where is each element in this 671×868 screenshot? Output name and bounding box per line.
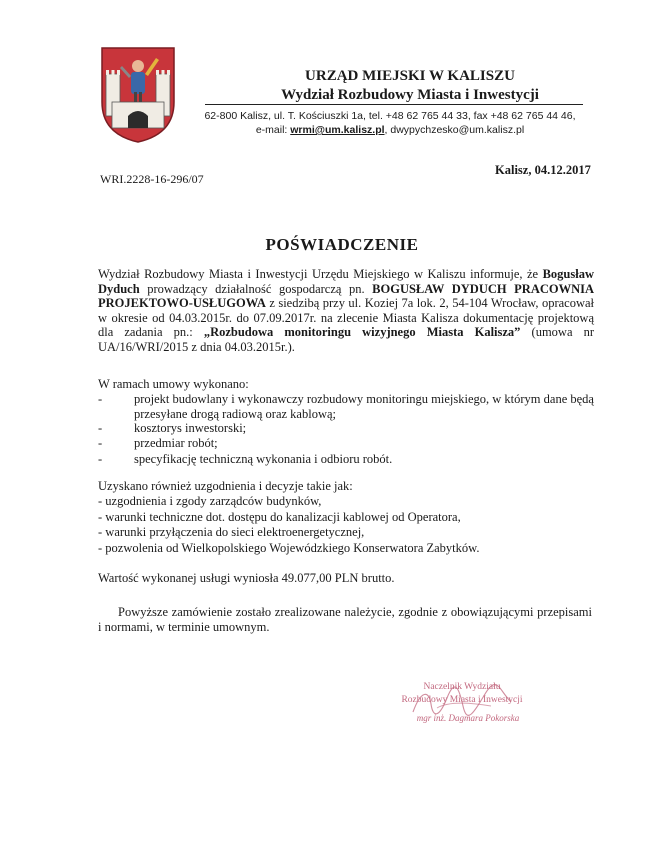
list-dash: - [98, 392, 103, 406]
p1-task-name: „Rozbudowa monitoringu wizyjnego Miasta Kalisza” [203, 325, 521, 339]
place-date: Kalisz, 04.12.2017 [495, 163, 591, 177]
approvals-item: - uzgodnienia i zgody zarządców budynków, [98, 494, 322, 508]
list-item-text: przedmiar robót; [134, 436, 218, 450]
reference-number: WRI.2228-16-296/07 [100, 172, 204, 186]
p1-text-b: prowadzący działalność gospodarczą pn. [139, 281, 373, 296]
document-title: POŚWIADCZENIE [265, 235, 419, 254]
approvals-item: - warunki przyłączenia do sieci elektroenergetycznej, [98, 525, 365, 539]
p1-person-name: Bogusław Dyduch [98, 267, 594, 296]
intro-paragraph [98, 267, 594, 354]
handwritten-signature [407, 684, 517, 720]
list-dash: - [98, 421, 103, 435]
approvals-intro: Uzyskano również uzgodnienia i decyzje takie jak: [98, 479, 353, 493]
list-item [98, 421, 594, 436]
kalisz-coat-of-arms-icon [98, 44, 178, 144]
p1-company-name: BOGUSŁAW DYDUCH PRACOWNIA PROJEKTOWO-USŁUGOWA [98, 281, 595, 310]
official-stamp [372, 676, 542, 736]
p1-text-c: z siedzibą przy ul. Koziej 7a lok. 2, 54-104 Wrocław, opracował w okresie od 04.03.2015r. do 07.09.2017r. na zlecenie Miasta Kalisza dokumentację projektową dla zadania pn.: [98, 296, 594, 339]
p1-text-a: Wydział Rozbudowy Miasta i Inwestycji Urzędu Miejskiego w Kaliszu informuje, że [98, 267, 543, 281]
list-item-text: kosztorys inwestorski; [134, 421, 247, 435]
list-item [98, 436, 594, 451]
department-name: Wydział Rozbudowy Miasta i Inwestycji [281, 87, 539, 103]
list-intro: W ramach umowy wykonano: [98, 377, 249, 391]
stamp-department: Rozbudowy Miasta i Inwestycji [401, 695, 523, 705]
approvals-item: - warunki techniczne dot. dostępu do kanalizacji kablowej od Operatora, [98, 510, 461, 524]
email-secondary: , dwypychzesko@um.kalisz.pl [384, 124, 525, 136]
stamp-signatory: mgr inż. Dagmara Pokorska [416, 713, 520, 723]
closing-paragraph: Powyższe zamówienie zostało zrealizowane należycie, zgodnie z obowiązującymi przepisami i normami, w terminie umownym. [98, 605, 592, 634]
list-item [98, 452, 594, 467]
service-value: Wartość wykonanej usługi wyniosła 49.077,00 PLN brutto. [98, 571, 395, 585]
list-dash: - [98, 452, 103, 466]
email-prefix: e-mail: [255, 124, 291, 136]
office-name: URZĄD MIEJSKI W KALISZU [305, 68, 515, 84]
p1-text-d: (umowa nr UA/16/WRI/2015 z dnia 04.03.2015r.). [98, 325, 594, 354]
approvals-item: - pozwolenia od Wielkopolskiego Wojewódzkiego Konserwatora Zabytków. [98, 541, 480, 555]
list-item-text: projekt budowlany i wykonawczy rozbudowy monitoringu miejskiego, w którym dane będą przesyłane drogą radiową oraz kablową; [134, 392, 594, 421]
list-dash: - [98, 436, 103, 450]
list-item-text: specyfikację techniczną wykonania i odbioru robót. [134, 452, 393, 466]
email-primary-link[interactable]: wrmi@um.kalisz.pl [290, 124, 385, 136]
address-line: 62-800 Kalisz, ul. T. Kościuszki 1a, tel. +48 62 765 44 33, fax +48 62 765 44 46, [204, 110, 576, 122]
stamp-title: Naczelnik Wydziału [423, 682, 501, 692]
header-divider [205, 104, 583, 105]
email-line [190, 123, 590, 137]
list-item [98, 392, 594, 422]
